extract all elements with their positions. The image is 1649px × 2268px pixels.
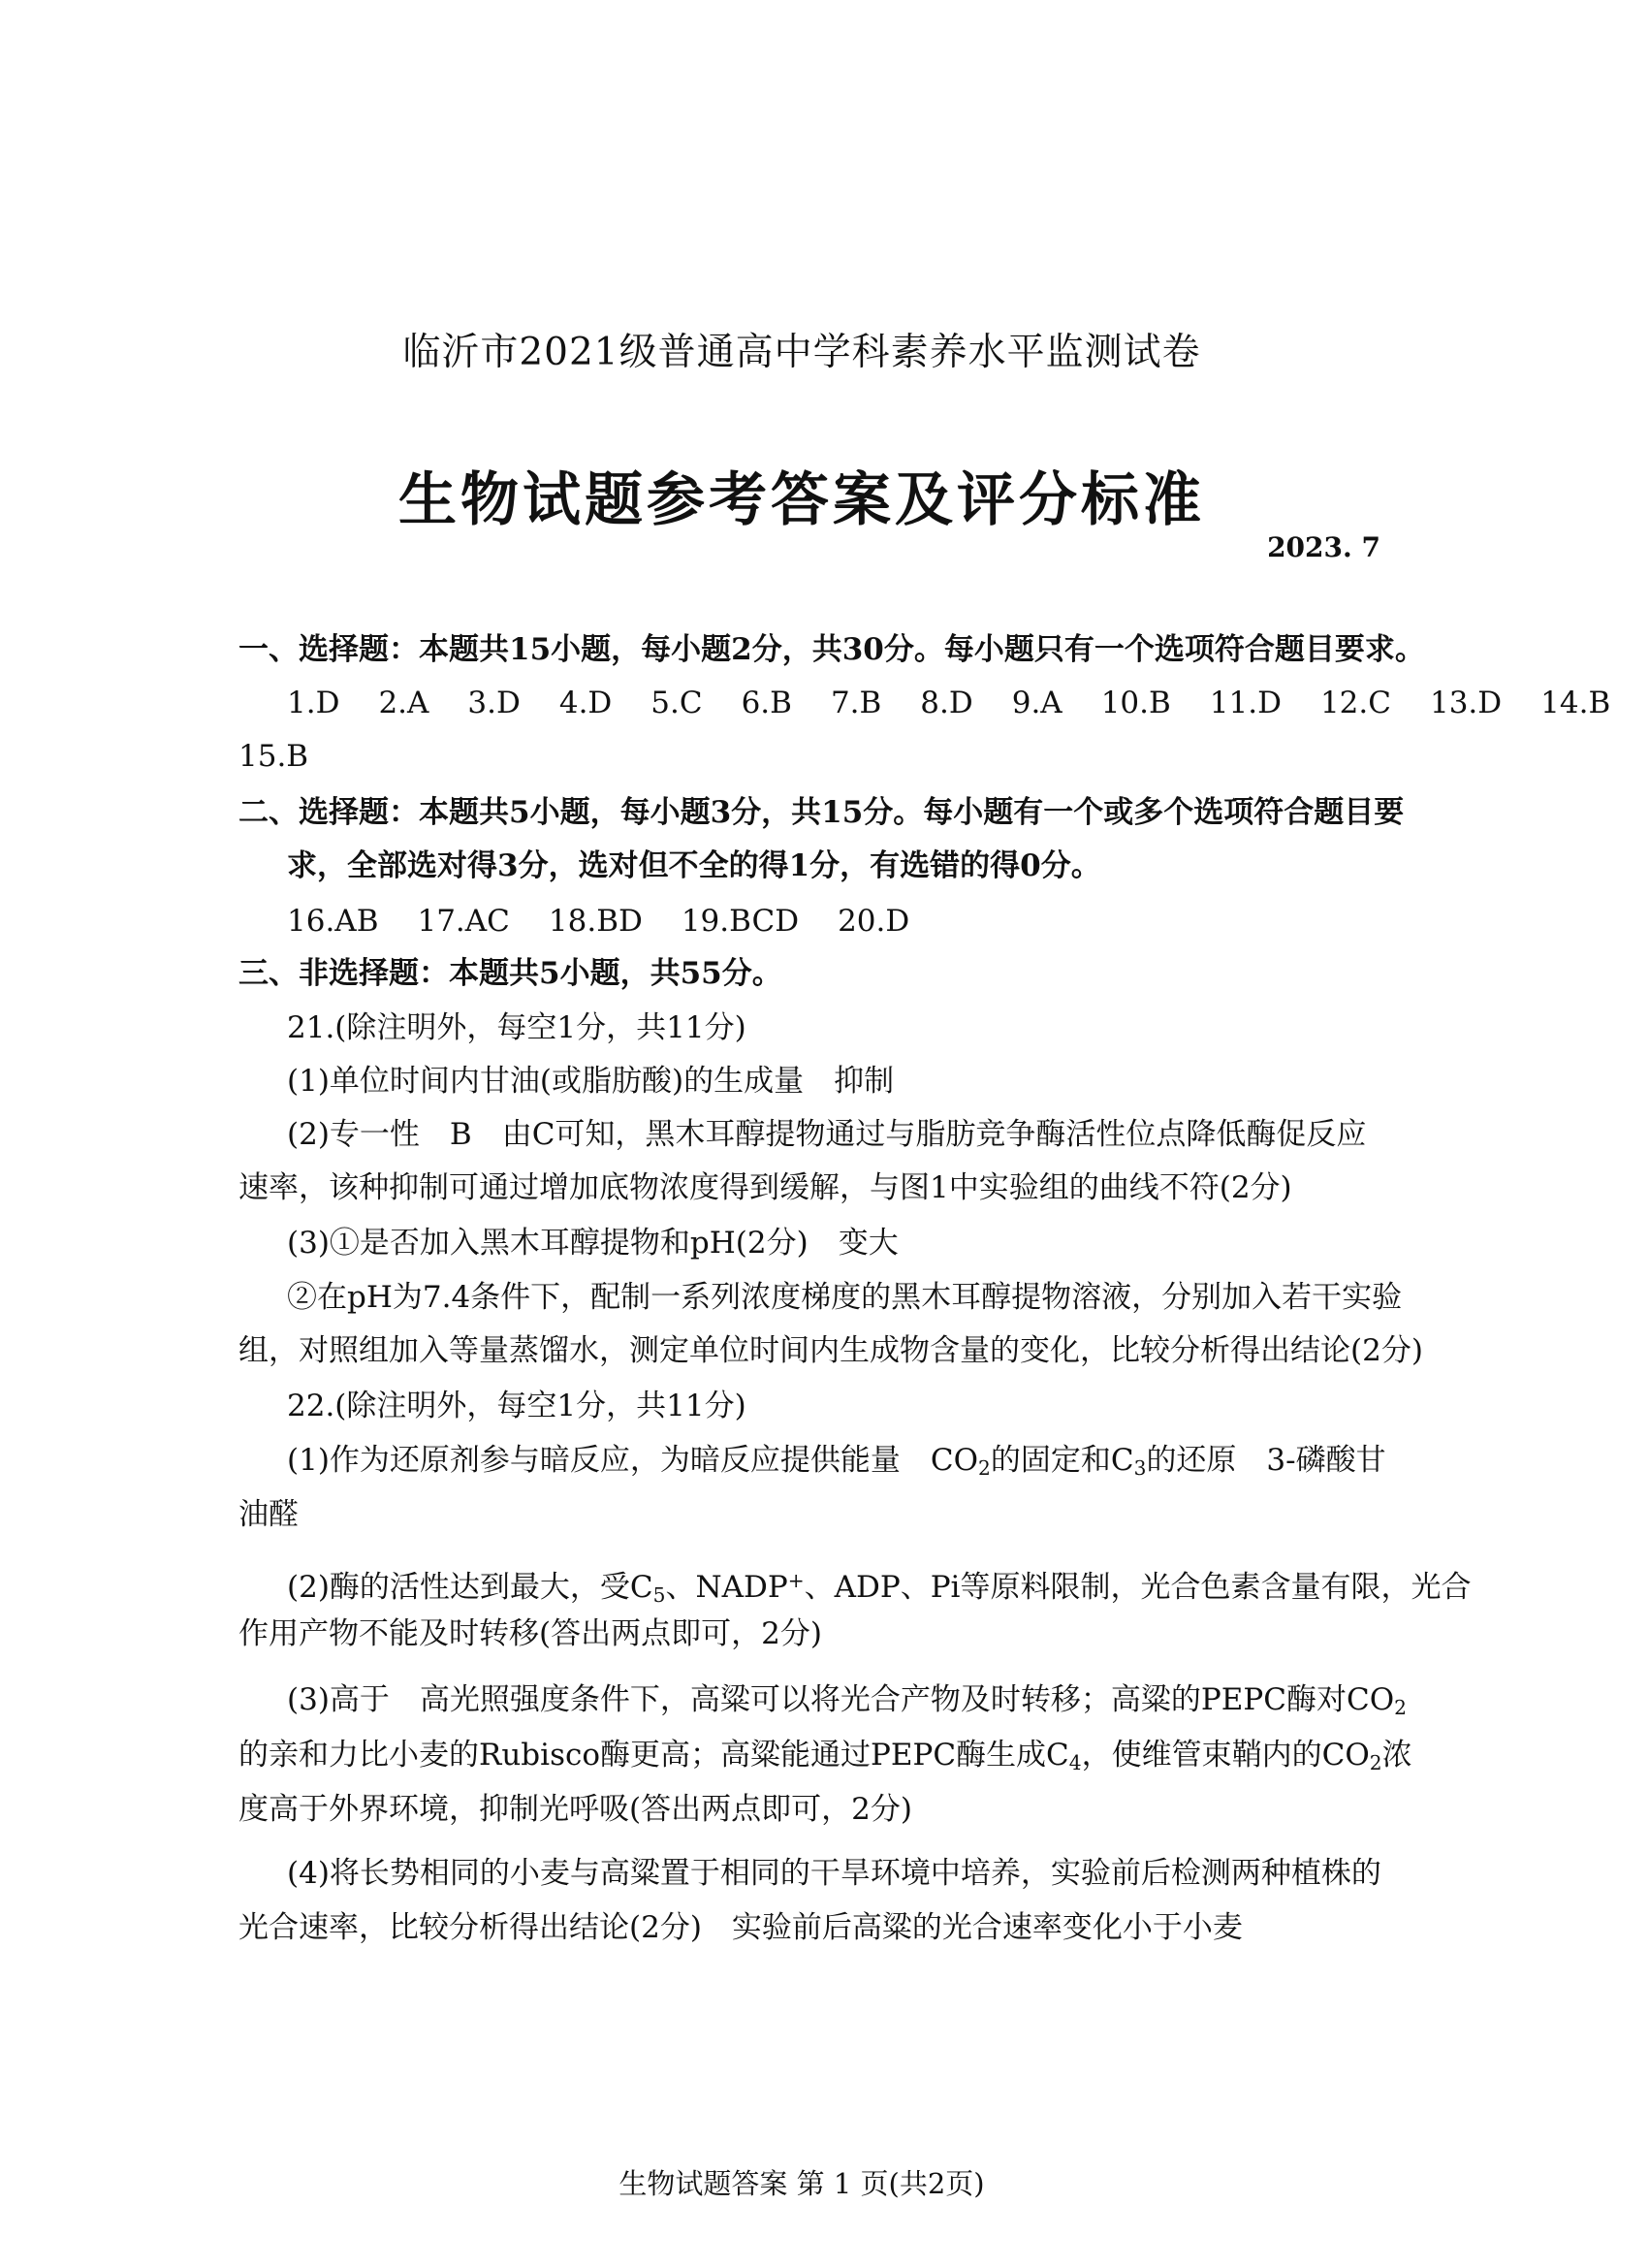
text-run: ，使维管束鞘内的CO xyxy=(1081,1738,1370,1773)
text-run: 、NADP xyxy=(665,1570,788,1606)
answer-item: 16.AB xyxy=(287,904,379,939)
answer-item: 2.A xyxy=(378,686,429,720)
q22-part3 xyxy=(287,1680,1407,1727)
section2-heading: 二、选择题：本题共5小题，每小题3分，共15分。每小题有一个或多个选项符合题目要 xyxy=(238,795,1405,830)
q21-part3-2: ②在pH为7.4条件下，配制一系列浓度梯度的黑木耳醇提物溶液，分别加入若干实验 xyxy=(287,1280,1403,1315)
section1-answers xyxy=(287,684,1611,722)
answer-item: 8.D xyxy=(920,686,973,720)
subscript: 4 xyxy=(1068,1751,1082,1775)
subscript: 2 xyxy=(1394,1696,1407,1720)
q22-part4-cont: 光合速率，比较分析得出结论(2分) 实验前后高粱的光合速率变化小于小麦 xyxy=(238,1910,1243,1945)
text-run: (2)酶的活性达到最大，受C xyxy=(287,1570,653,1606)
section1-answers-wrap: 15.B xyxy=(238,739,309,774)
answer-item: 7.B xyxy=(830,686,882,720)
q21-part1: (1)单位时间内甘油(或脂肪酸)的生成量 抑制 xyxy=(287,1064,895,1099)
subscript: 3 xyxy=(1133,1456,1147,1481)
section3-heading: 三、非选择题：本题共5小题，共55分。 xyxy=(238,956,782,991)
answer-item: 18.BD xyxy=(548,904,643,939)
q22-header: 22.(除注明外，每空1分，共11分) xyxy=(287,1389,746,1423)
q22-part1 xyxy=(287,1441,1386,1487)
page-title: 生物试题参考答案及评分标准 xyxy=(398,466,1205,534)
q22-part4: (4)将长势相同的小麦与高粱置于相同的干旱环境中培养，实验前后检测两种植株的 xyxy=(287,1856,1381,1891)
q22-part2 xyxy=(287,1561,1472,1614)
q22-part1-cont: 油醛 xyxy=(238,1497,299,1532)
superscript: + xyxy=(787,1569,805,1592)
answer-item: 6.B xyxy=(741,686,792,720)
q22-part3-cont2: 度高于外界环境，抑制光呼吸(答出两点即可，2分) xyxy=(238,1792,912,1827)
section2-answers xyxy=(287,902,1378,941)
answer-item: 13.D xyxy=(1429,686,1503,720)
answer-item: 17.AC xyxy=(417,904,510,939)
answer-item: 1.D xyxy=(287,686,340,720)
exam-date: 2023. 7 xyxy=(1267,531,1380,563)
q21-header: 21.(除注明外，每空1分，共11分) xyxy=(287,1010,746,1045)
answer-item: 14.B xyxy=(1540,686,1611,720)
text-run: 的固定和C xyxy=(990,1443,1134,1478)
answer-item: 10.B xyxy=(1100,686,1171,720)
q22-part3-cont xyxy=(238,1736,1412,1782)
section2-heading-cont: 求，全部选对得3分，选对但不全的得1分，有选错的得0分。 xyxy=(287,848,1101,883)
q21-part3: (3)①是否加入黑木耳醇提物和pH(2分) 变大 xyxy=(287,1226,899,1261)
subscript: 5 xyxy=(652,1583,666,1608)
text-run: (3)高于 高光照强度条件下，高粱可以将光合产物及时转移；高粱的PEPC酶对CO xyxy=(287,1682,1395,1717)
exam-subtitle: 临沂市2021级普通高中学科素养水平监测试卷 xyxy=(402,331,1201,374)
answer-item: 3.D xyxy=(467,686,521,720)
page-footer: 生物试题答案 第 1 页(共2页) xyxy=(618,2167,985,2200)
answer-item: 5.C xyxy=(650,686,703,720)
answer-item: 19.BCD xyxy=(681,904,800,939)
text-run: 的还原 3-磷酸甘 xyxy=(1146,1443,1386,1478)
text-run: (1)作为还原剂参与暗反应，为暗反应提供能量 CO xyxy=(287,1443,979,1478)
section1-heading: 一、选择题：本题共15小题，每小题2分，共30分。每小题只有一个选项符合题目要求。 xyxy=(238,632,1425,667)
q22-part2-cont: 作用产物不能及时转移(答出两点即可，2分) xyxy=(238,1616,822,1651)
answer-item: 11.D xyxy=(1209,686,1282,720)
answer-item: 4.D xyxy=(558,686,613,720)
subscript: 2 xyxy=(1369,1751,1382,1775)
subscript: 2 xyxy=(978,1456,991,1481)
q21-part2: (2)专一性 B 由C可知，黑木耳醇提物通过与脂肪竞争酶活性位点降低酶促反应 xyxy=(287,1117,1367,1152)
text-run: 浓 xyxy=(1381,1738,1412,1773)
text-run: 的亲和力比小麦的Rubisco酶更高；高粱能通过PEPC酶生成C xyxy=(238,1738,1069,1773)
answer-item: 20.D xyxy=(838,904,910,939)
q21-part3-2-cont: 组，对照组加入等量蒸馏水，测定单位时间内生成物含量的变化，比较分析得出结论(2分) xyxy=(238,1333,1423,1368)
text-run: 、ADP、Pi等原料限制，光合色素含量有限，光合 xyxy=(804,1570,1472,1606)
answer-item: 12.C xyxy=(1319,686,1391,720)
q21-part2-cont: 速率，该种抑制可通过增加底物浓度得到缓解，与图1中实验组的曲线不符(2分) xyxy=(238,1170,1292,1205)
answer-item: 9.A xyxy=(1011,686,1062,720)
